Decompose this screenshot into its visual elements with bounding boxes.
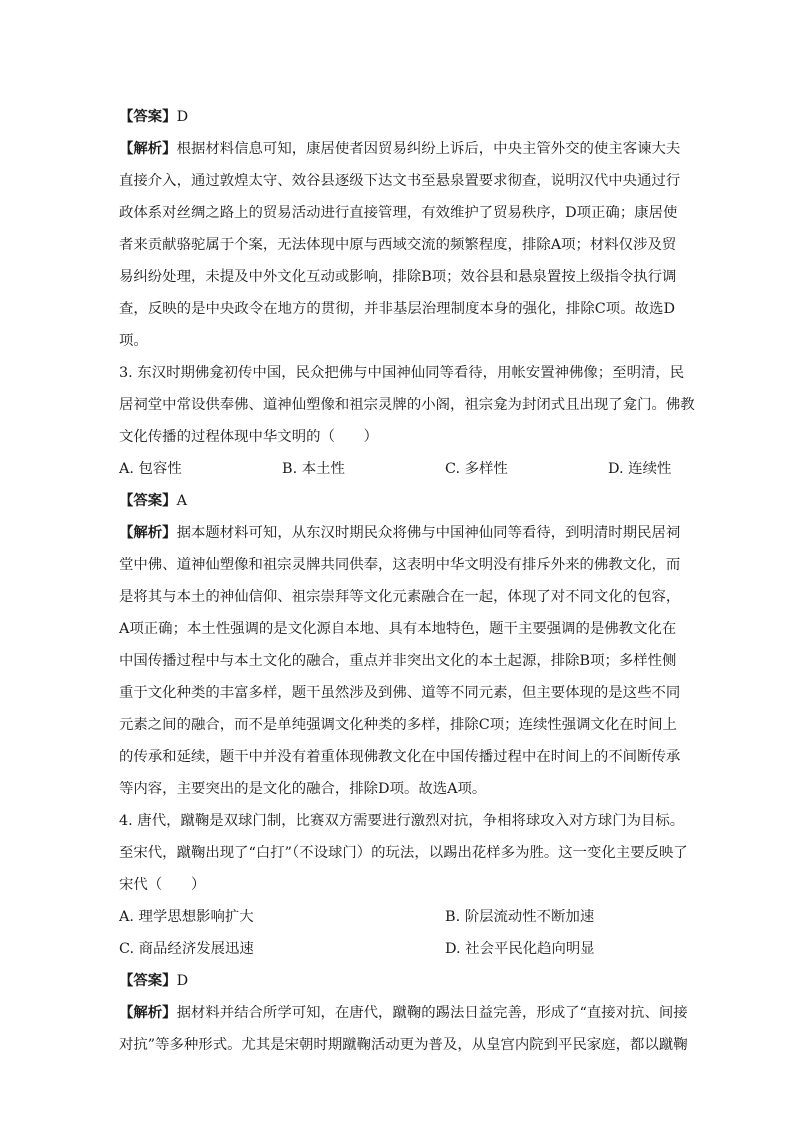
option-b: B. 本土性 — [282, 461, 345, 477]
answer-line — [119, 485, 675, 517]
analysis-text: 中国传播过程中与本土文化的融合，重点并非突出文化的本土起源，排除B项；多样性侧 — [119, 653, 677, 669]
document-page — [119, 101, 695, 1061]
options-row — [119, 933, 675, 965]
option-c: C. 商品经济发展迅速 — [119, 941, 254, 957]
analysis-text: 据材料并结合所学可知，在唐代，蹴鞠的踢法日益完善，形成了“直接对抗、间接 — [176, 1005, 688, 1021]
question-stem: 3. 东汉时期佛龛初传中国，民众把佛与中国神仙同等看待，用帐安置神佛像；至明清，民 — [119, 365, 685, 381]
option-b: B. 阶层流动性不断加速 — [445, 909, 595, 925]
option-d: D. 社会平民化趋向明显 — [445, 941, 595, 957]
analysis-text: 据本题材料可知，从东汉时期民众将佛与中国神仙同等看待，到明清时期民居祠 — [176, 525, 681, 541]
option-d: D. 连续性 — [608, 461, 672, 477]
analysis-text: 政体系对丝绸之路上的贸易活动进行直接管理，有效维护了贸易秩序，D项正确；康居使 — [119, 205, 678, 221]
analysis-line — [119, 133, 681, 165]
options-row — [119, 453, 675, 485]
question-stem: 文化传播的过程体现中华文明的（ ） — [119, 429, 379, 445]
analysis-text: 者来贡献骆驼属于个案，无法体现中原与西域交流的频繁程度，排除A项；材料仅涉及贸 — [119, 237, 677, 253]
answer-tag: 【答案】 — [119, 972, 177, 989]
analysis-text: 元素之间的融合，而不是单纯强调文化种类的多样，排除C项；连续性强调文化在时间上 — [119, 717, 677, 733]
answer-tag: 【答案】 — [119, 108, 177, 125]
analysis-text: 查，反映的是中央政令在地方的贯彻，并非基层治理制度本身的强化，排除C项。故选D — [119, 301, 675, 317]
analysis-tag: 【解析】 — [119, 140, 177, 157]
question-stem: 宋代（ ） — [119, 877, 206, 893]
option-c: C. 多样性 — [445, 461, 508, 477]
analysis-text: 易纠纷处理，未提及中外文化互动或影响，排除B项；效谷县和悬泉置按上级指令执行调 — [119, 269, 677, 285]
analysis-text: 根据材料信息可知，康居使者因贸易纠纷上诉后，中央主管外交的使主客谏大夫 — [176, 141, 681, 157]
analysis-text: 直接介入，通过敦煌太守、效谷县逐级下达文书至悬泉置要求彻查，说明汉代中央通过行 — [119, 173, 681, 189]
analysis-text: 重于文化种类的丰富多样，题干虽然涉及到佛、道等不同元素，但主要体现的是这些不同 — [119, 685, 681, 701]
analysis-text: 项。 — [119, 333, 148, 349]
analysis-line — [119, 517, 681, 549]
analysis-text: 对抗”等多种形式。尤其是宋朝时期蹴鞠活动更为普及，从皇宫内院到平民家庭，都以蹴鞠 — [119, 1037, 688, 1053]
analysis-text: 等内容，主要突出的是文化的融合，排除D项。故选A项。 — [119, 781, 487, 797]
question-stem: 居祠堂中常设供奉佛、道神仙塑像和祖宗灵牌的小阁，祖宗龛为封闭式且出现了龛门。佛教 — [119, 397, 695, 413]
options-row — [119, 901, 675, 933]
analysis-text: 的传承和延续，题干中并没有着重体现佛教文化在中国传播过程中在时间上的不间断传承 — [119, 749, 681, 765]
option-a: A. 理学思想影响扩大 — [119, 909, 254, 925]
question-stem: 4. 唐代，蹴鞠是双球门制，比赛双方需要进行激烈对抗，争相将球攻入对方球门为目标。 — [119, 813, 685, 829]
answer-line — [119, 101, 675, 133]
analysis-tag: 【解析】 — [119, 524, 177, 541]
answer-value: D — [176, 109, 189, 125]
analysis-text: 堂中佛、道神仙塑像和祖宗灵牌共同供奉，这表明中华文明没有排斥外来的佛教文化，而 — [119, 557, 681, 573]
answer-value: D — [176, 973, 189, 989]
analysis-line — [119, 997, 688, 1029]
answer-line — [119, 965, 675, 997]
question-stem: 至宋代，蹴鞠出现了“白打”（不设球门）的玩法，以踢出花样多为胜。这一变化主要反映了 — [119, 845, 688, 861]
analysis-tag: 【解析】 — [119, 1004, 177, 1021]
answer-tag: 【答案】 — [119, 492, 177, 509]
option-a: A. 包容性 — [119, 461, 182, 477]
analysis-text: 是将其与本土的神仙信仰、祖宗崇拜等文化元素融合在一起，体现了对不同文化的包容， — [119, 589, 681, 605]
answer-value: A — [176, 493, 187, 509]
analysis-text: A项正确；本土性强调的是文化源自本地、具有本地特色，题干主要强调的是佛教文化在 — [119, 621, 677, 637]
